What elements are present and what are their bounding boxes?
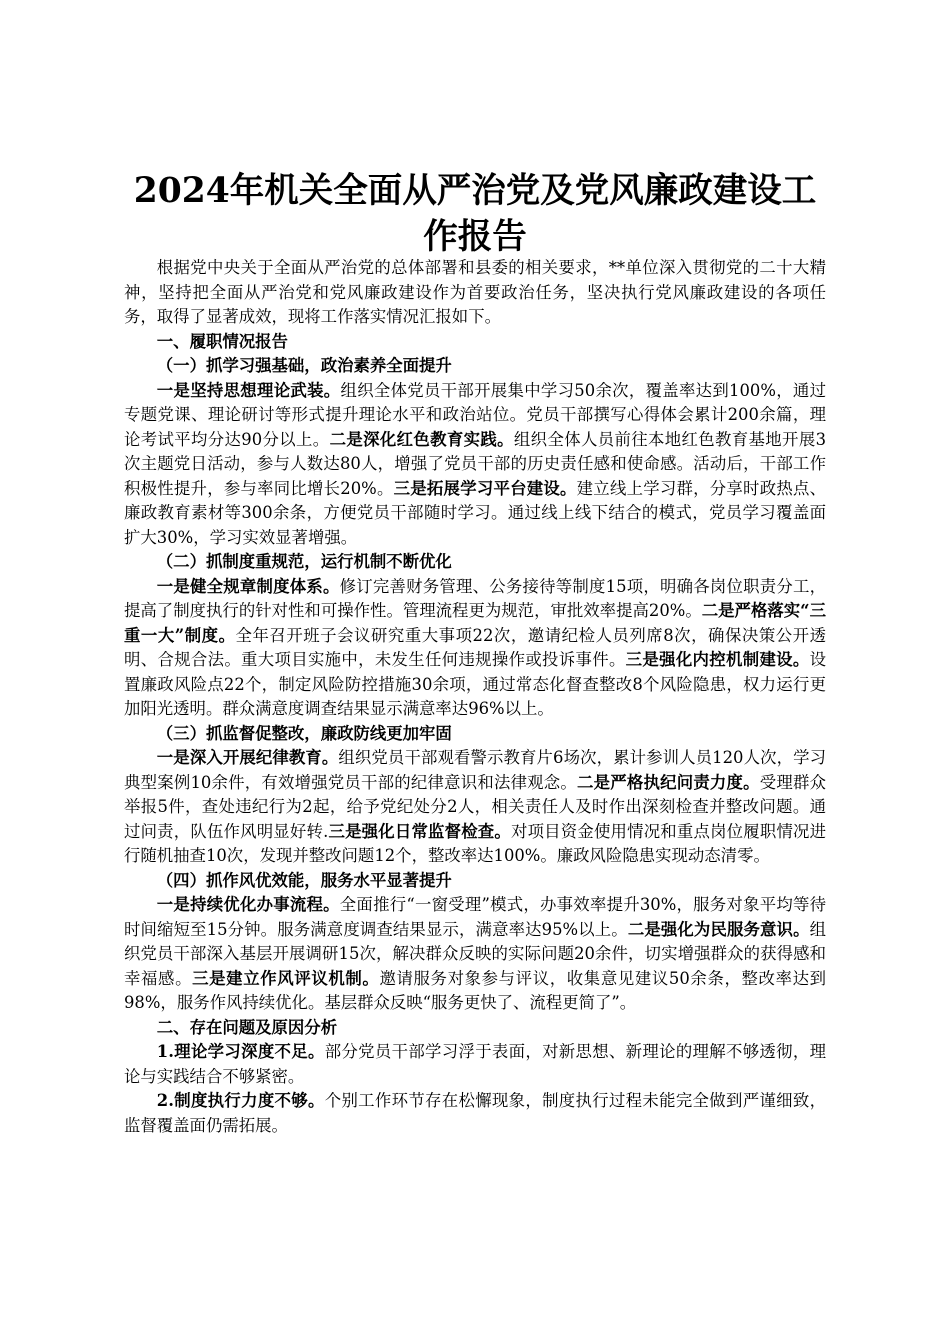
problem-item	[124, 1040, 826, 1089]
paragraph-text: 设置廉政风险点22个，制定风险防控措施30余项，通过常态化督查整改8个风险隐患，权力运行更加阳光透明。群众满意度调查结果显示满意率达96%以上。	[124, 650, 827, 718]
paragraph-text: 个别工作环节存在松懈现象，制度执行过程未能完全做到严谨细致，监督覆盖面仍需拓展。	[124, 1091, 826, 1135]
bold-lead: 一是坚持思想理论武装。	[156, 380, 341, 400]
body-paragraph	[124, 379, 826, 551]
body-paragraph	[124, 575, 826, 722]
bold-lead: 三是建立作风评议机制。	[192, 968, 380, 988]
bold-lead: 三是拓展学习平台建设。	[393, 478, 577, 498]
paragraph-text: 组织党员干部观看警示教育片6场次，累计参训人员120人次，学习典型案例10余件，有效增强党员干部的纪律意识和法律观念。	[124, 748, 826, 792]
document-body	[124, 256, 826, 1138]
bold-lead: 一是持续优化办事流程。	[156, 895, 340, 914]
bold-lead: 一是健全规章制度体系。	[156, 576, 340, 596]
problem-item	[124, 1089, 826, 1138]
bold-lead: 2.制度执行力度不够。	[156, 1091, 325, 1110]
paragraph-text: 部分党员干部学习浮于表面，对新思想、新理论的理解不够透彻，理论与实践结合不够紧密。	[124, 1042, 826, 1086]
section-heading: 一、履职情况报告	[156, 331, 288, 351]
subsection-heading: （四）抓作风优效能，服务水平显著提升	[156, 870, 452, 890]
paragraph-text: 全年召开班子会议研究重大事项22次，邀请纪检人员列席8次，确保决策公开透明、合规合法。重大项目实施中，未发生任何违规操作或投诉事件。	[124, 625, 826, 669]
paragraph-text: 全面推行“一窗受理”模式，办事效率提升30%，服务对象平均等待时间缩短至15分钟。服务满意度调查结果显示，满意率达95%以上。	[124, 895, 826, 939]
body-paragraph	[124, 893, 826, 1016]
bold-lead: 三是强化日常监督检查。	[328, 821, 511, 841]
body-paragraph	[124, 746, 826, 869]
subsection-heading: （三）抓监督促整改，廉政防线更加牢固	[156, 723, 452, 743]
paragraph-text: 对项目资金使用情况和重点岗位履职情况进行随机抽查10次，发现并整改问题12个，整改率达100%。廉政风险隐患实现动态清零。	[124, 821, 827, 865]
paragraph-text: 组织全体党员干部开展集中学习50余次，覆盖率达到100%，通过专题党课、理论研讨等形式提升理论水平和政治站位。党员干部撰写心得体会累计200余篇，理论考试平均分达90分以上。	[124, 380, 827, 449]
bold-lead: 一是深入开展纪律教育。	[156, 748, 339, 767]
paragraph-text: 修订完善财务管理、公务接待等制度15项，明确各岗位职责分工，提高了制度执行的针对性和可操作性。管理流程更为规范，审批效率提高20%。	[124, 576, 827, 620]
bold-lead: 二是深化红色教育实践。	[329, 429, 514, 449]
intro-paragraph: 根据党中央关于全面从严治党的总体部署和县委的相关要求，**单位深入贯彻党的二十大精神，坚持把全面从严治党和党风廉政建设作为首要政治任务，坚决执行党风廉政建设的各项任务，取得了显著成效，现将工作落实情况汇报如下。	[124, 258, 826, 326]
subsection-heading: （一）抓学习强基础，政治素养全面提升	[156, 356, 452, 375]
paragraph-text: 邀请服务对象参与评议，收集意见建议50余条，整改率达到98%，服务作风持续优化。基层群众反映“服务更快了、流程更简了”。	[124, 968, 827, 1012]
bold-lead: 1.理论学习深度不足。	[156, 1042, 325, 1061]
document-title: 2024年机关全面从严治党及党风廉政建设工作报告	[133, 171, 817, 257]
bold-lead: 二是严格执纪问责力度。	[577, 772, 760, 792]
bold-lead: 三是强化内控机制建设。	[625, 650, 810, 669]
bold-lead: 二是严格落实“三重一大”制度。	[124, 601, 826, 645]
paragraph-text: 组织党员干部深入基层开展调研15次，解决群众反映的实际问题20余件，切实增强群众的获得感和幸福感。	[124, 919, 827, 988]
paragraph-text: 组织全体人员前往本地红色教育基地开展3次主题党日活动，参与人数达80人，增强了党员干部的历史责任感和使命感。活动后，干部工作积极性提升，参与率同比增长20%。	[124, 429, 827, 498]
paragraph-text: 建立线上学习群，分享时政热点、廉政教育素材等300余条，方便党员干部随时学习。通过线上线下结合的模式，党员学习覆盖面扩大30%，学习实效显著增强。	[124, 478, 827, 547]
section-heading: 二、存在问题及原因分析	[156, 1017, 338, 1037]
paragraph-text: 受理群众举报5件，查处违纪行为2起，给予党纪处分2人，相关责任人及时作出深刻检查并整改问题。通过问责，队伍作风明显好转.	[124, 772, 827, 841]
subsection-heading: （二）抓制度重规范，运行机制不断优化	[156, 552, 452, 571]
bold-lead: 二是强化为民服务意识。	[627, 919, 810, 939]
